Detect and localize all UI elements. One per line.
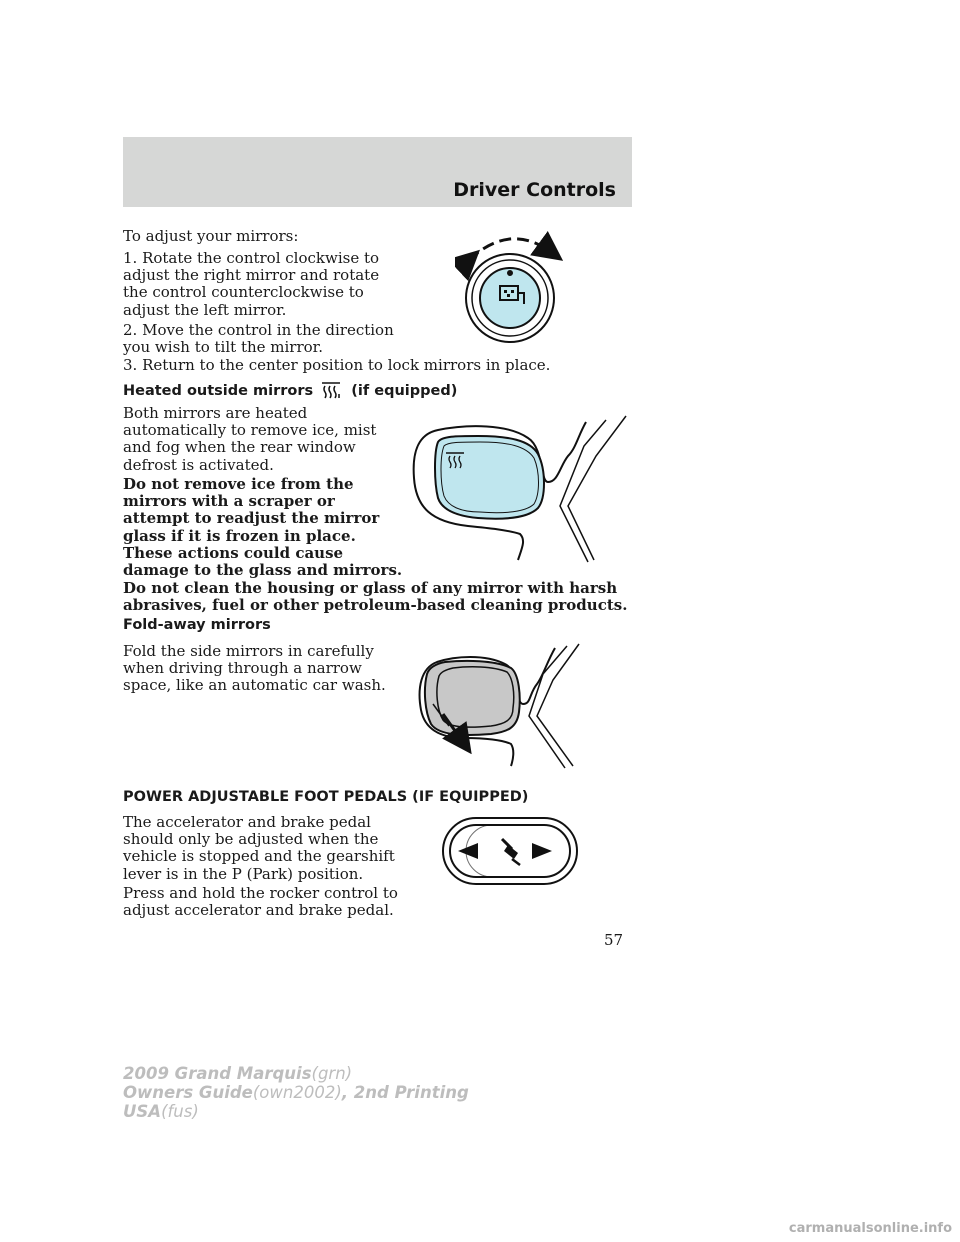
heading-suffix: (if equipped) xyxy=(351,383,458,399)
warning-line: glass if it is frozen in place. xyxy=(123,526,356,545)
body-line: Fold the side mirrors in carefully xyxy=(123,642,374,660)
body-line: Press and hold the rocker control to xyxy=(123,884,398,902)
section-title: Driver Controls xyxy=(453,179,616,201)
heated-mirror-figure xyxy=(408,412,633,567)
body-line: adjust accelerator and brake pedal. xyxy=(123,901,394,920)
pedals-body-1 xyxy=(123,814,395,883)
step1-line: adjust the left mirror. xyxy=(123,300,287,319)
body-line: and fog when the rear window xyxy=(123,438,356,457)
warning-line: These actions could cause xyxy=(123,543,344,562)
heated-mirrors-body xyxy=(123,405,376,474)
mirror-control-knob-figure xyxy=(455,220,565,345)
body-line: space, like an automatic car wash. xyxy=(123,676,386,695)
caution-line: abrasives, fuel or other petroleum-based cleaning products. xyxy=(123,596,628,615)
footer-model: 2009 Grand Marquis xyxy=(123,1064,312,1083)
heading-main: Heated outside mirrors xyxy=(123,383,314,399)
body-line: when driving through a narrow xyxy=(123,659,362,678)
step1-line: adjust the right mirror and rotate xyxy=(123,266,380,285)
foldaway-body xyxy=(123,643,386,695)
body-line: lever is in the P (Park) position. xyxy=(123,864,364,883)
heated-mirrors-warning xyxy=(123,476,402,579)
body-line: The accelerator and brake pedal xyxy=(123,813,371,831)
page-number: 57 xyxy=(604,931,624,949)
step2-line: 2. Move the control in the direction xyxy=(123,321,394,339)
warning-line: Do not remove ice from the xyxy=(123,475,354,493)
body-line: automatically to remove ice, mist xyxy=(123,421,377,440)
watermark: carmanualsonline.info xyxy=(788,1221,952,1236)
warning-line: damage to the glass and mirrors. xyxy=(123,561,403,580)
body-line: Both mirrors are heated xyxy=(123,404,308,422)
caution-line: Do not clean the housing or glass of any mirror with harsh xyxy=(123,579,618,597)
footer-market: USA xyxy=(123,1102,162,1121)
mirrors-step-2 xyxy=(123,322,394,356)
footer-printing: , 2nd Printing xyxy=(341,1083,469,1102)
pedals-heading: POWER ADJUSTABLE FOOT PEDALS (IF EQUIPPED) xyxy=(123,789,529,805)
defrost-icon xyxy=(320,381,342,399)
footer-model-code: (grn) xyxy=(311,1064,353,1083)
footer-guide: Owners Guide xyxy=(123,1083,253,1102)
step1-line: 1. Rotate the control clockwise to xyxy=(123,249,380,267)
document-footer xyxy=(123,1064,469,1121)
header-band xyxy=(123,137,632,207)
mirrors-step-3: 3. Return to the center position to lock mirrors in place. xyxy=(123,356,551,374)
pedal-rocker-switch-figure xyxy=(440,815,580,887)
pedals-body-2 xyxy=(123,885,398,919)
cleaning-caution xyxy=(123,580,627,614)
mirrors-intro: To adjust your mirrors: xyxy=(123,227,299,245)
footer-guide-code: (own2002) xyxy=(252,1083,342,1102)
foldaway-mirror-figure xyxy=(415,640,585,770)
warning-line: attempt to readjust the mirror xyxy=(123,509,380,528)
body-line: vehicle is stopped and the gearshift xyxy=(123,847,395,866)
heated-mirrors-heading xyxy=(123,381,457,400)
mirrors-step-1 xyxy=(123,250,379,319)
footer-market-code: (fus) xyxy=(161,1102,199,1121)
body-line: should only be adjusted when the xyxy=(123,830,379,849)
warning-line: mirrors with a scraper or xyxy=(123,492,335,511)
step1-line: the control counterclockwise to xyxy=(123,283,364,302)
foldaway-heading: Fold-away mirrors xyxy=(123,617,271,633)
body-line: defrost is activated. xyxy=(123,455,274,474)
step2-line: you wish to tilt the mirror. xyxy=(123,338,323,357)
